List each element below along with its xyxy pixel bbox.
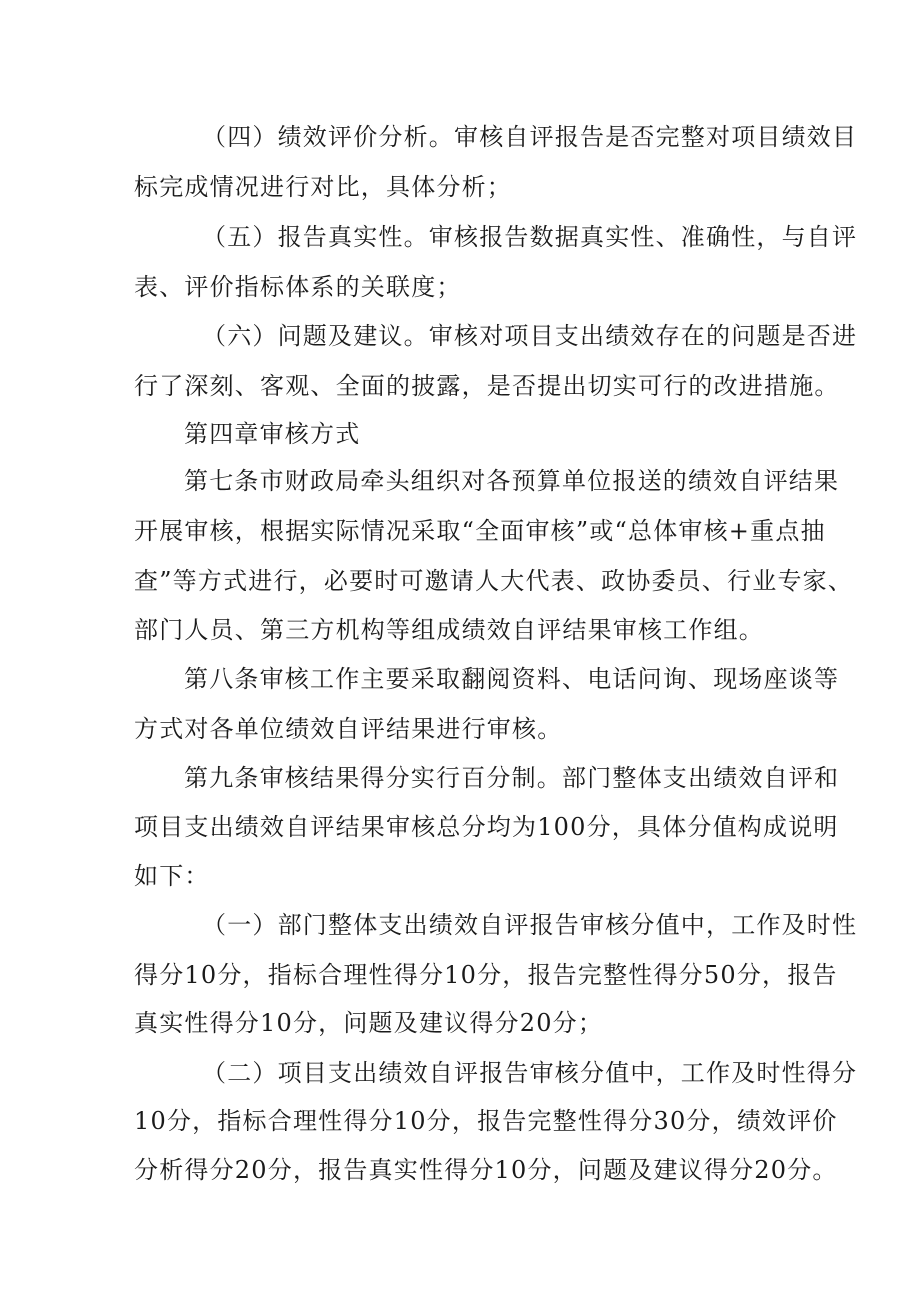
article-8-line-1: 第八条审核工作主要采取翻阅资料、电话问询、现场座谈等: [184, 665, 840, 693]
chapter-heading: 第四章审核方式: [184, 420, 361, 448]
item-1-line-2: 得分10分，指标合理性得分10分，报告完整性得分50分，报告: [134, 961, 838, 989]
item-1-line-3: 真实性得分10分，问题及建议得分20分；: [134, 1009, 604, 1037]
item-2-line-2: 10分，指标合理性得分10分，报告完整性得分30分，绩效评价: [134, 1107, 838, 1135]
paragraph-5-line-1: （五）报告真实性。审核报告数据真实性、准确性，与自评: [202, 223, 858, 251]
paragraph-4-line-2: 标完成情况进行对比，具体分析；: [134, 173, 512, 201]
item-2-line-3: 分析得分20分，报告真实性得分10分，问题及建议得分20分。: [134, 1156, 838, 1184]
article-8-line-2: 方式对各单位绩效自评结果进行审核。: [134, 715, 563, 743]
article-7-line-1: 第七条市财政局牵头组织对各预算单位报送的绩效自评结果: [184, 467, 840, 495]
article-7-line-2: 开展审核，根据实际情况采取“全面审核”或“总体审核+重点抽: [134, 517, 826, 545]
item-1-line-1: （一）部门整体支出绩效自评报告审核分值中，工作及时性: [202, 911, 858, 939]
paragraph-5-line-2: 表、评价指标体系的关联度；: [134, 273, 462, 301]
article-9-line-1: 第九条审核结果得分实行百分制。部门整体支出绩效自评和: [184, 764, 840, 792]
paragraph-6-line-2: 行了深刻、客观、全面的披露，是否提出切实可行的改进措施。: [134, 372, 840, 400]
item-2-line-1: （二）项目支出绩效自评报告审核分值中，工作及时性得分: [202, 1059, 858, 1087]
article-7-line-4: 部门人员、第三方机构等组成绩效自评结果审核工作组。: [134, 616, 764, 644]
article-9-line-3: 如下：: [134, 862, 210, 890]
article-7-line-3: 查”等方式进行，必要时可邀请人大代表、政协委员、行业专家、: [134, 567, 854, 595]
paragraph-6-line-1: （六）问题及建议。审核对项目支出绩效存在的问题是否进: [202, 322, 858, 350]
article-9-line-2: 项目支出绩效自评结果审核总分均为100分，具体分值构成说明: [134, 813, 839, 841]
paragraph-4-line-1: （四）绩效评价分析。审核自评报告是否完整对项目绩效目: [202, 123, 858, 151]
